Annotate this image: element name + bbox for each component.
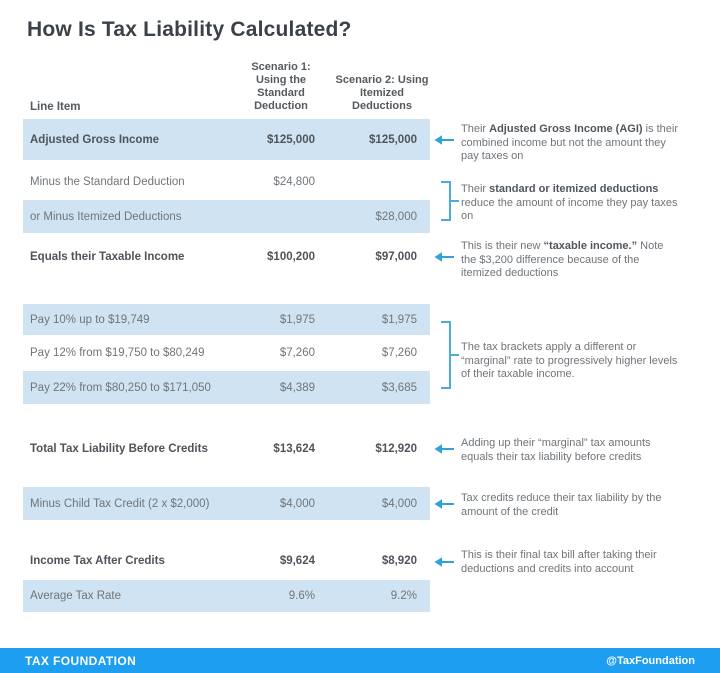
table-row-taxable-income [23,239,430,275]
row-label: Adjusted Gross Income [30,133,160,146]
row-value-scenario2: $8,920 [381,555,417,567]
left-arrow-icon [433,134,455,146]
row-label: Total Tax Liability Before Credits [30,442,208,455]
table-row-child-tax-credit [23,487,430,520]
twitter-handle: @TaxFoundation [606,654,695,667]
row-value-scenario2: $28,000 [375,210,417,223]
table-row-itemized-deductions [23,200,430,233]
row-value-scenario1: $1,975 [279,313,315,326]
left-arrow-icon [433,556,455,568]
row-label: Equals their Taxable Income [30,251,185,263]
row-value-scenario1: $7,260 [279,347,315,359]
annotation-taxable-income [461,240,679,281]
row-value-scenario2: $4,000 [381,497,417,510]
annotation-tax-credits [461,492,679,519]
annotation-agi [461,123,679,164]
annotation-bold-text: “taxable income.” [543,240,638,252]
annotation-final-tax-bill [461,549,697,576]
annotation-text: reduce the amount of income they pay taxes on [461,196,678,222]
annotation-text: The tax brackets apply a different or “marginal” rate to progressively higher levels of their taxable income. [461,341,678,380]
col-header-scenario1: Scenario 1: Using the Standard Deduction [251,61,311,112]
row-value-scenario1: $100,200 [267,251,315,263]
annotation-bold-text: Adjusted Gross Income (AGI) [489,123,643,135]
row-label: Minus the Standard Deduction [30,175,185,188]
left-arrow-icon [433,498,455,510]
table-header [23,56,430,118]
annotation-text: Their [461,183,490,195]
table-row-bracket-22pct [23,371,430,404]
col-header-line-item: Line Item [30,101,81,113]
footer-bar [0,648,720,673]
table-row-income-tax-after-credits [23,544,430,578]
row-value-scenario2: $125,000 [369,133,417,146]
row-value-scenario2: $97,000 [375,251,417,263]
tax-brackets-group-bracket-icon [432,321,460,389]
row-value-scenario2: $3,685 [381,381,417,394]
row-value-scenario2: $7,260 [381,347,417,359]
left-arrow-icon [433,251,455,263]
row-label: Income Tax After Credits [30,555,165,567]
annotation-text: Their [461,123,490,135]
deductions-group-bracket-icon [432,181,460,221]
row-label: Pay 22% from $80,250 to $171,050 [30,381,211,394]
row-label: Minus Child Tax Credit (2 x $2,000) [30,497,210,510]
table-row-bracket-12pct [23,338,430,368]
row-value-scenario1: $125,000 [267,133,315,146]
table-row-total-liability [23,431,430,466]
row-label: or Minus Itemized Deductions [30,210,182,223]
row-value-scenario1: $4,389 [279,381,315,394]
row-value-scenario1: $9,624 [279,555,315,567]
row-value-scenario2: 9.2% [390,590,417,602]
row-label: Pay 10% up to $19,749 [30,313,150,326]
annotation-bold-text: standard or itemized deductions [489,183,659,195]
row-value-scenario2: $1,975 [381,313,417,326]
annotation-text: is their combined income but not the amount they pay taxes on [461,123,679,162]
row-value-scenario1: 9.6% [288,590,315,602]
row-value-scenario1: $13,624 [273,442,315,455]
row-label: Average Tax Rate [30,590,121,602]
annotation-liability-before-credits [461,437,679,464]
page-title: How Is Tax Liability Calculated? [27,18,352,41]
row-value-scenario1: $4,000 [279,497,315,510]
table-row-standard-deduction [23,165,430,198]
annotation-text: Adding up their “marginal” tax amounts equals their tax liability before credits [461,437,651,463]
annotation-text: This is their new [461,240,544,252]
table-row-adjusted-gross-income [23,119,430,160]
col-header-scenario2: Scenario 2: Using Itemized Deductions [335,74,429,112]
annotation-text: Note the $3,200 difference because of the itemized deductions [461,240,664,279]
annotation-marginal-rates [461,341,679,382]
annotation-text: This is their final tax bill after taking their deductions and credits into account [461,549,657,575]
table-row-average-tax-rate [23,580,430,612]
left-arrow-icon [433,443,455,455]
table-row-bracket-10pct [23,304,430,335]
row-value-scenario1: $24,800 [273,175,315,188]
annotation-deductions [461,183,679,224]
brand-wordmark: TAX FOUNDATION [25,653,137,668]
annotation-text: Tax credits reduce their tax liability by the amount of the credit [461,492,662,518]
row-value-scenario2: $12,920 [375,442,417,455]
row-label: Pay 12% from $19,750 to $80,249 [30,347,205,359]
